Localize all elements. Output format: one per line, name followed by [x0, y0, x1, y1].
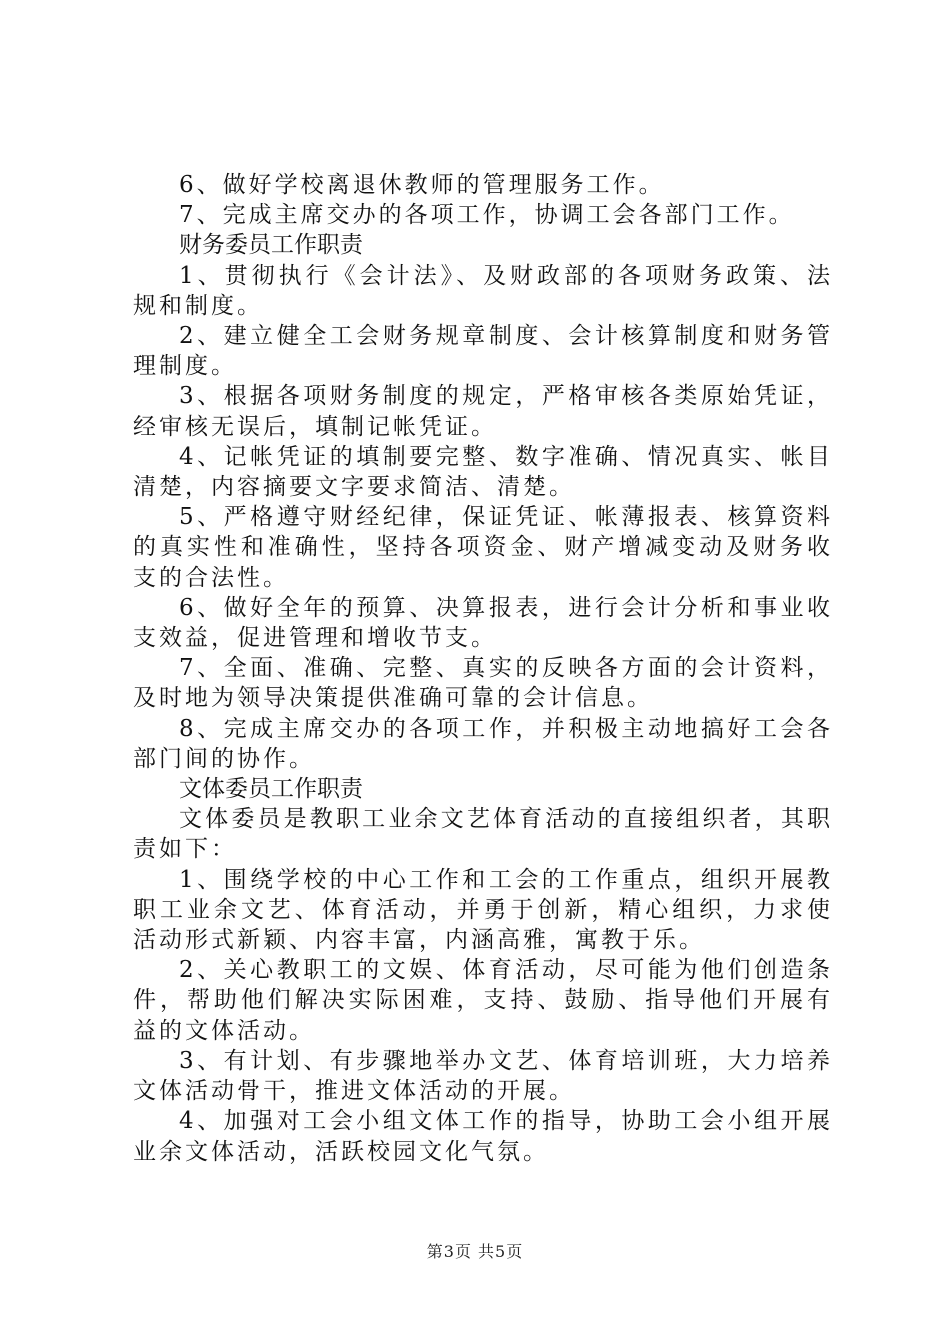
paragraph: 8、完成主席交办的各项工作，并积极主动地搞好工会各部门间的协作。 [133, 715, 833, 772]
page-footer [0, 1242, 950, 1262]
paragraph: 4、加强对工会小组文体工作的指导，协助工会小组开展业余文体活动，活跃校园文化气氛。 [133, 1108, 833, 1165]
paragraph: 3、根据各项财务制度的规定，严格审核各类原始凭证，经审核无误后，填制记帐凭证。 [133, 383, 833, 440]
section-heading: 文体委员工作职责 [179, 776, 363, 803]
paragraph: 1、围绕学校的中心工作和工会的工作重点，组织开展教职工业余文艺、体育活动，并勇于创新，精心组织，力求使活动形式新颖、内容丰富，内涵高雅，寓教于乐。 [133, 866, 833, 954]
paragraph: 文体委员是教职工业余文艺体育活动的直接组织者，其职责如下： [133, 806, 833, 863]
paragraph: 4、记帐凭证的填制要完整、数字准确、情况真实、帐目清楚，内容摘要文字要求简洁、清楚。 [133, 443, 833, 501]
paragraph: 6、做好全年的预算、决算报表，进行会计分析和事业收支效益，促进管理和增收节支。 [133, 594, 833, 652]
paragraph: 6、做好学校离退休教师的管理服务工作。 [179, 172, 665, 198]
paragraph: 2、关心教职工的文娱、体育活动，尽可能为他们创造条件，帮助他们解决实际困难，支持、鼓励、指导他们开展有益的文体活动。 [133, 957, 833, 1044]
document-body [133, 170, 833, 1167]
paragraph: 7、完成主席交办的各项工作，协调工会各部门工作。 [179, 202, 795, 229]
paragraph: 5、严格遵守财经纪律，保证凭证、帐薄报表、核算资料的真实性和准确性，坚持各项资金、财产增减变动及财务收支的合法性。 [133, 504, 833, 591]
paragraph: 3、有计划、有步骤地举办文艺、体育培训班，大力培养文体活动骨干，推进文体活动的开展。 [133, 1047, 833, 1105]
paragraph: 1、贯彻执行《会计法》、及财政部的各项财务政策、法规和制度。 [133, 262, 833, 319]
section-heading: 财务委员工作职责 [179, 232, 363, 259]
paragraph: 2、建立健全工会财务规章制度、会计核算制度和财务管理制度。 [133, 323, 833, 380]
page-number-label: 第3页 共5页 [426, 1242, 524, 1261]
paragraph: 7、全面、准确、完整、真实的反映各方面的会计资料，及时地为领导决策提供准确可靠的会计信息。 [133, 655, 833, 712]
